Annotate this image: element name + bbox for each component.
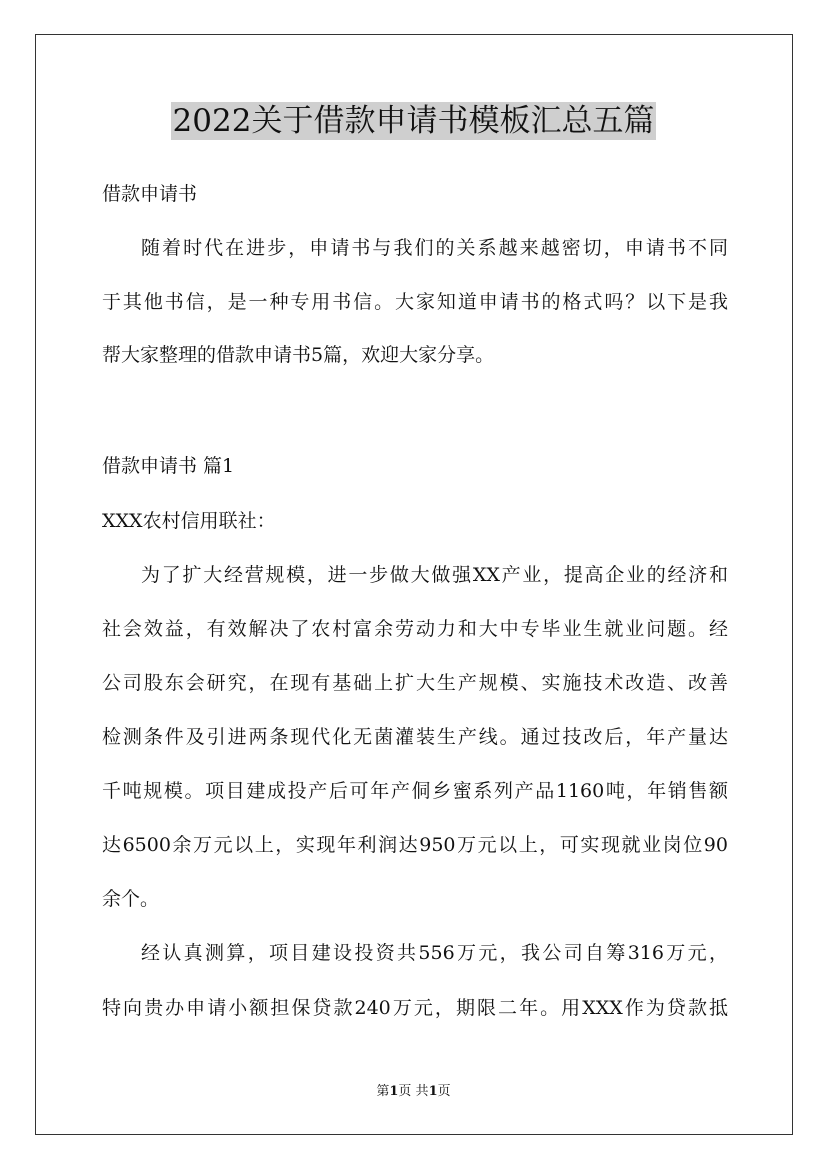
paragraph-line: 达6500余万元以上，实现年利润达950万元以上，可实现就业岗位90 bbox=[102, 834, 728, 856]
salutation: XXX农村信用联社： bbox=[102, 510, 276, 532]
page-total: 1 bbox=[428, 1084, 438, 1099]
paragraph-line: 于其他书信，是一种专用书信。大家知道申请书的格式吗？以下是我 bbox=[102, 291, 728, 313]
document-title: 2022关于借款申请书模板汇总五篇 bbox=[172, 103, 655, 139]
paragraph-line: 经认真测算，项目建设投资共556万元，我公司自筹316万元， bbox=[141, 942, 728, 964]
paragraph-line: 社会效益，有效解决了农村富余劳动力和大中专毕业生就业问题。经 bbox=[102, 618, 728, 640]
section-heading: 借款申请书 篇1 bbox=[102, 455, 235, 477]
paragraph-line: 随着时代在进步，申请书与我们的关系越来越密切，申请书不同 bbox=[141, 237, 728, 259]
paragraph-line: 千吨规模。项目建成投产后可年产侗乡蜜系列产品1160吨，年销售额 bbox=[102, 780, 728, 802]
title-block bbox=[0, 102, 827, 140]
paragraph-line: 检测条件及引进两条现代化无菌灌装生产线。通过技改后，年产量达 bbox=[102, 726, 728, 748]
paragraph-line: 为了扩大经营规模，进一步做大做强XX产业，提高企业的经济和 bbox=[141, 564, 728, 586]
page-mid: 页 共 bbox=[398, 1084, 429, 1099]
paragraph-line: 公司股东会研究，在现有基础上扩大生产规模、实施技术改造、改善 bbox=[102, 672, 728, 694]
page-current: 1 bbox=[389, 1084, 399, 1099]
page-footer bbox=[0, 1083, 827, 1101]
paragraph-line: 特向贵办申请小额担保贷款240万元，期限二年。用XXX作为贷款抵 bbox=[102, 997, 728, 1019]
page-suffix: 页 bbox=[437, 1084, 451, 1099]
section-heading: 借款申请书 bbox=[102, 183, 198, 205]
paragraph-line: 余个。 bbox=[102, 888, 160, 910]
paragraph-line: 帮大家整理的借款申请书5篇，欢迎大家分享。 bbox=[102, 344, 495, 366]
page-prefix: 第 bbox=[376, 1084, 390, 1099]
